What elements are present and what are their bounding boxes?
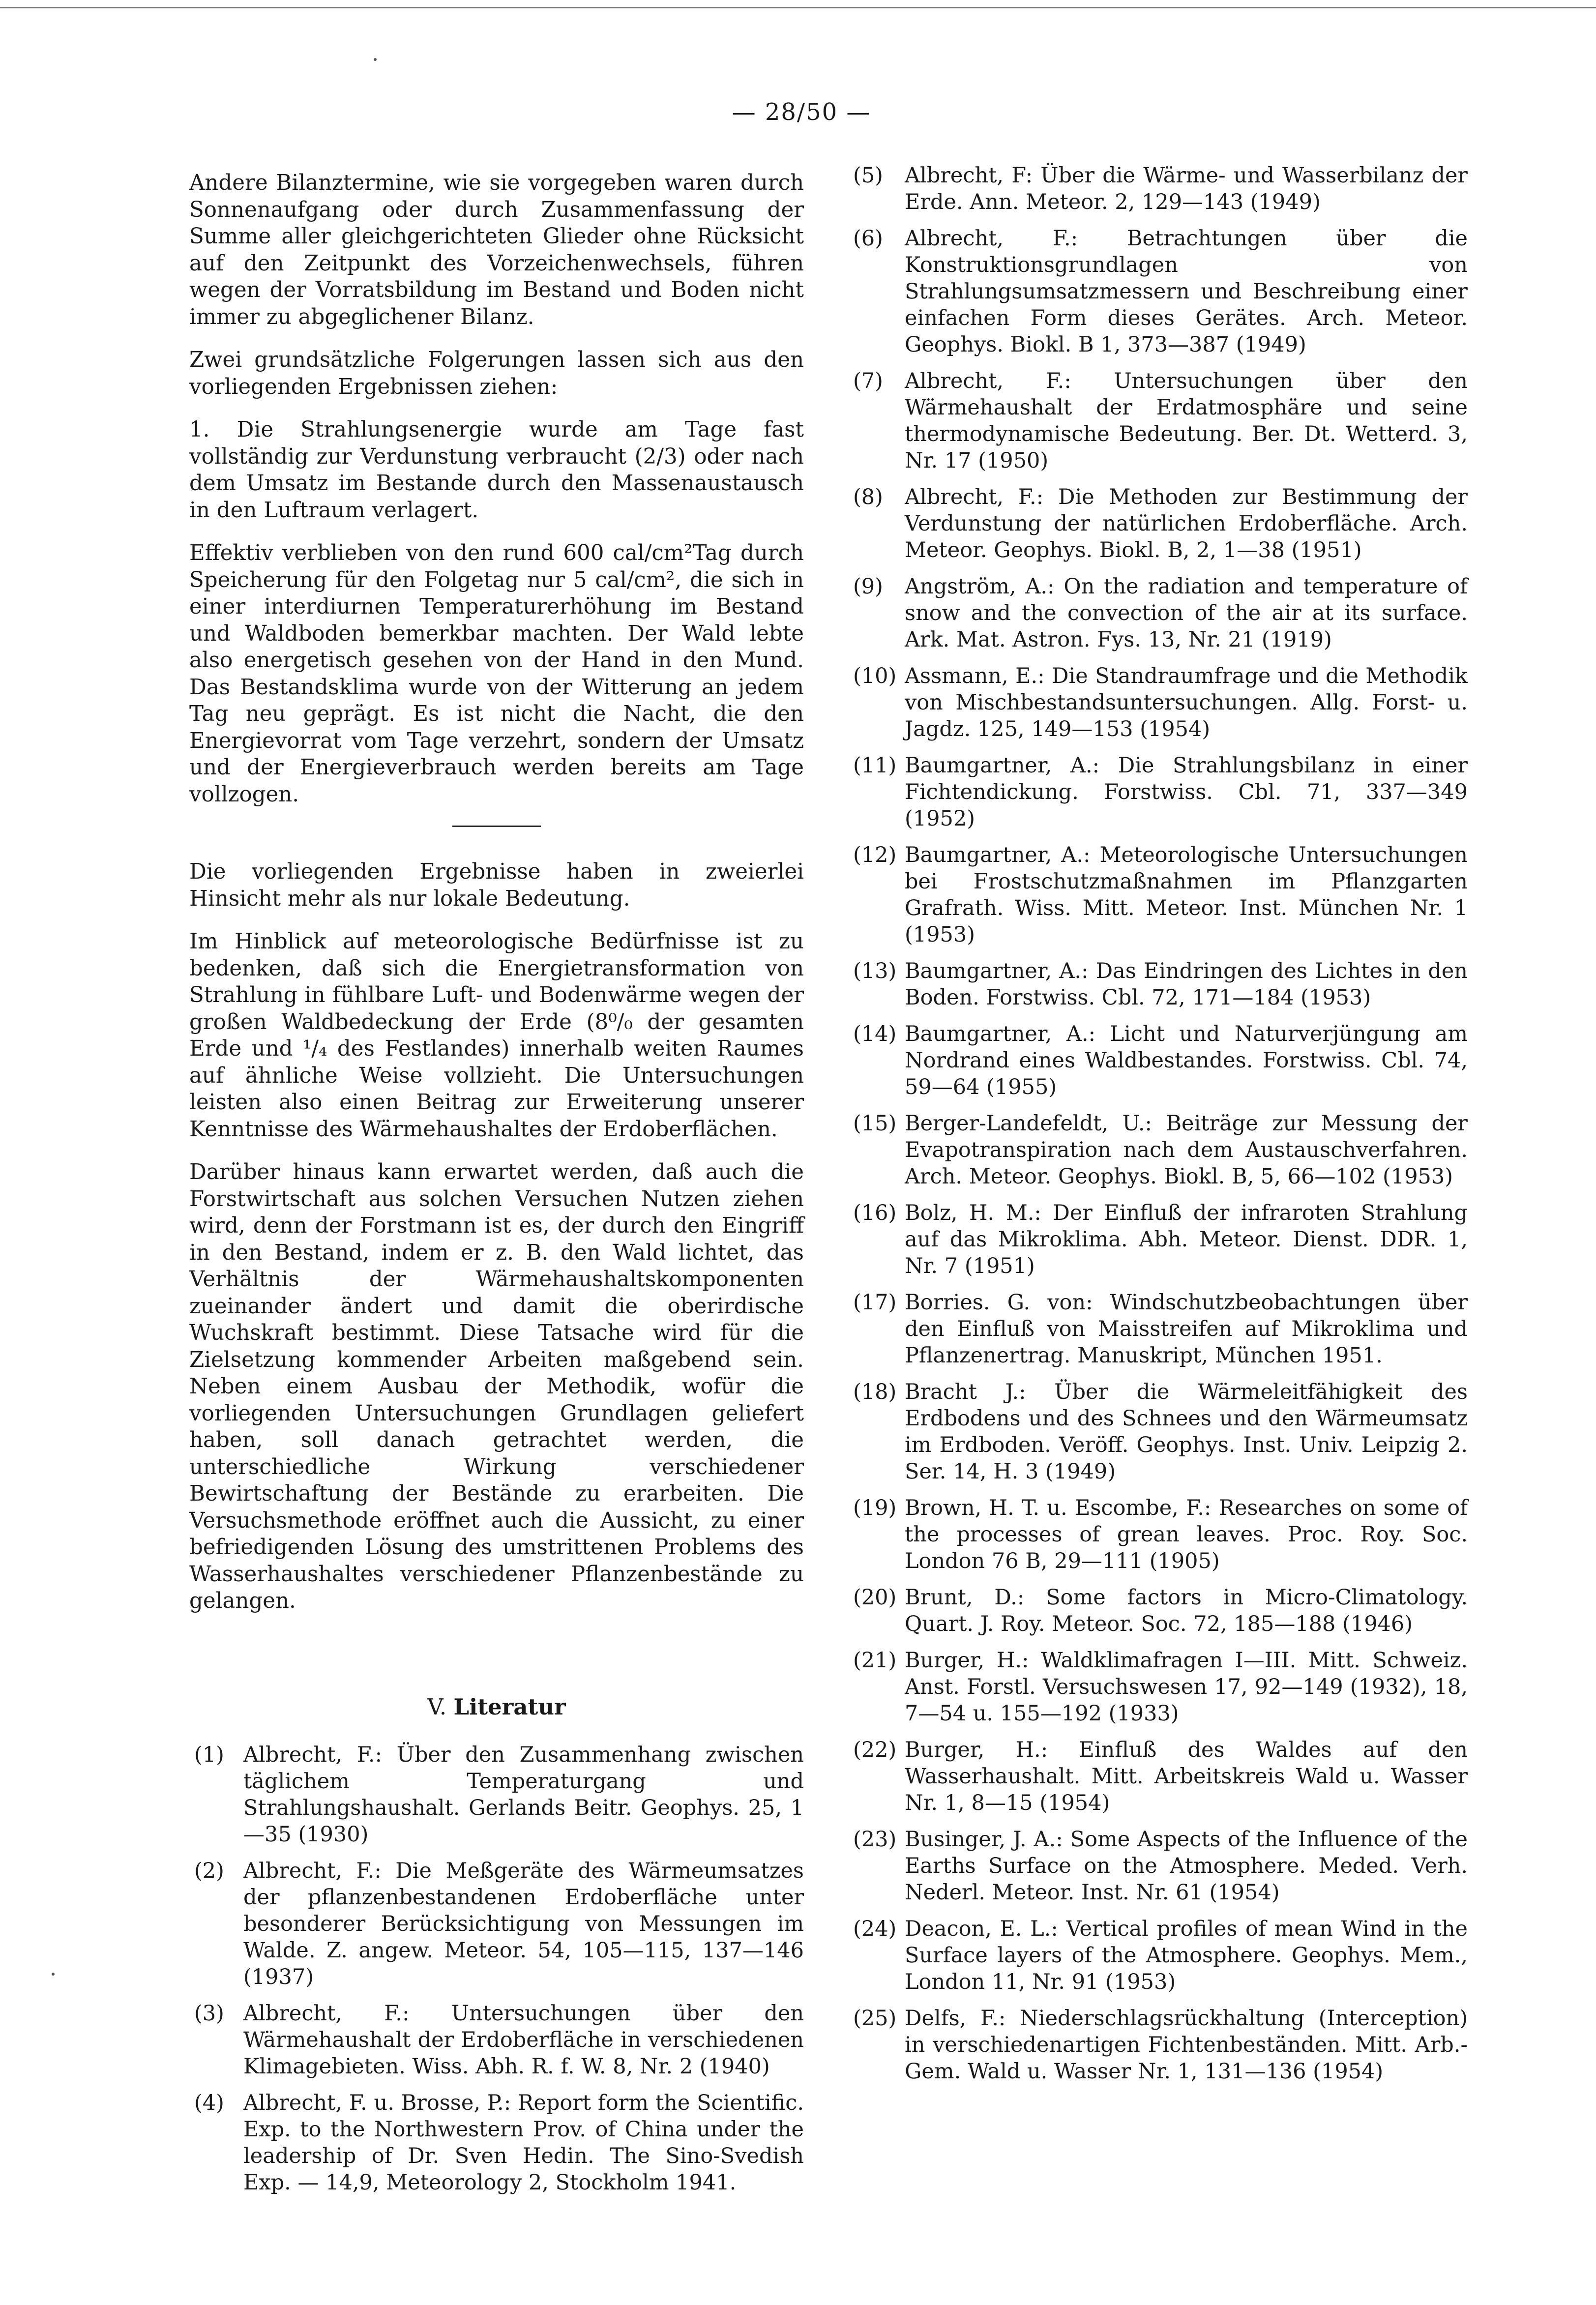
section-number: V. (427, 1693, 447, 1720)
reference-text: Albrecht, F. u. Brosse, P.: Report form the Scientific. Exp. to the Northwestern Prov. of China under the leadership of Dr. Sven Hedin. The Sino-Svedish Exp. — 14,9, Meteorology 2, Stockholm 1941. (243, 2090, 804, 2195)
reference-number: (20) (853, 1585, 897, 1610)
reference-entry (853, 1379, 1468, 1485)
reference-text: Albrecht, F.: Untersuchungen über den Wärmehaushalt der Erdatmosphäre und seine thermodynamische Bedeutung. Ber. Dt. Wetterd. 3, Nr. 17 (1950) (905, 369, 1468, 473)
paragraph-effektiv: Effektiv verblieben von den rund 600 cal/cm²Tag durch Speicherung für den Folgetag nur 5 cal/cm², die sich in einer interdiurnen Temperaturerhöhung im Bestand und Waldboden bemerkbar machten. Der Wald lebte also energetisch gesehen von der Hand in den Mund. Das Bestandsklima wurde von der Witterung an jedem Tag neu geprägt. Es ist nicht die Nacht, die den Energievorrat vom Tage verzehrt, sondern der Umsatz und der Energieverbrauch werden bereits am Tage vollzogen. (189, 541, 804, 807)
reference-number: (13) (853, 959, 897, 983)
reference-text: Assmann, E.: Die Standraumfrage und die Methodik von Mischbestandsuntersuchungen. Allg. Forst- u. Jagdz. 125, 149—153 (1954) (905, 664, 1468, 741)
reference-text: Albrecht, F.: Betrachtungen über die Konstruktionsgrundlagen von Strahlungsumsatzmessern und Beschreibung einer einfachen Form dieses Gerätes. Arch. Meteor. Geophys. Biokl. B 1, 373—387 (1949) (905, 226, 1468, 357)
reference-entry (853, 484, 1468, 563)
reference-text: Albrecht, F.: Die Meßgeräte des Wärmeumsatzes der pflanzenbestandenen Erdoberfläche unter besonderer Berücksichtigung von Messungen im Walde. Z. angew. Meteor. 54, 105—115, 137—146 (1937) (243, 1858, 804, 1989)
reference-text: Baumgartner, A.: Licht und Naturverjüngung am Nordrand eines Waldbestandes. Forstwiss. Cbl. 74, 59—64 (1955) (905, 1022, 1468, 1099)
reference-number: (6) (853, 226, 883, 251)
scan-speck (52, 1973, 55, 1976)
reference-number: (22) (853, 1738, 897, 1762)
reference-number: (12) (853, 843, 897, 867)
reference-entry (853, 1200, 1468, 1279)
right-column (853, 162, 1468, 2095)
section-title: Literatur (453, 1693, 566, 1720)
reference-entry (853, 368, 1468, 474)
reference-number: (19) (853, 1496, 897, 1520)
reference-entry (853, 1916, 1468, 1995)
reference-text: Baumgartner, A.: Das Eindringen des Lichtes in den Boden. Forstwiss. Cbl. 72, 171—184 (1953) (905, 959, 1468, 1010)
paragraph-strahlungsenergie: 1. Die Strahlungsenergie wurde am Tage fast vollständig zur Verdunstung verbraucht (2/3) oder nach dem Umsatz im Bestande durch den Massenaustausch in den Luftraum verlagert. (189, 417, 804, 523)
top-scan-rule (0, 7, 1596, 8)
reference-text: Albrecht, F: Über die Wärme- und Wasserbilanz der Erde. Ann. Meteor. 2, 129—143 (1949) (905, 163, 1468, 214)
reference-text: Albrecht, F.: Untersuchungen über den Wärmehaushalt der Erdoberfläche in verschiedenen Klimagebieten. Wiss. Abh. R. f. W. 8, Nr. 2 (1940) (243, 2001, 804, 2079)
reference-entry (189, 1742, 804, 1848)
reference-entry (853, 1110, 1468, 1190)
paragraph-bilanztermine: Andere Bilanztermine, wie sie vorgegeben waren durch Sonnenaufgang oder durch Zusammenfassung der Summe aller gleichgerichteten Glieder ohne Rücksicht auf den Zeitpunkt des Vorzeichenwechsels, führen wegen der Vorratsbildung im Bestand und Boden nicht immer zu abgeglichener Bilanz. (189, 171, 804, 329)
reference-entry (853, 1584, 1468, 1637)
section-heading-literatur (189, 1693, 804, 1721)
reference-text: Baumgartner, A.: Meteorologische Untersuchungen bei Frostschutzmaßnahmen im Pflanzgarten Grafrath. Wiss. Mitt. Meteor. Inst. München Nr. 1 (1953) (905, 843, 1468, 947)
reference-entry (853, 1647, 1468, 1727)
paragraph-ergebnisse-bedeutung: Die vorliegenden Ergebnisse haben in zweierlei Hinsicht mehr als nur lokale Bedeutung. (189, 859, 804, 911)
reference-text: Bracht J.: Über die Wärmeleitfähigkeit des Erdbodens und des Schnees und den Wärmeumsatz im Erdboden. Veröff. Geophys. Inst. Univ. Leipzig 2. Ser. 14, H. 3 (1949) (905, 1380, 1468, 1484)
reference-number: (23) (853, 1827, 897, 1852)
reference-entry (853, 1495, 1468, 1574)
reference-number: (16) (853, 1201, 897, 1225)
reference-number: (9) (853, 574, 883, 599)
paragraph-meteorologische-beduerfnisse: Im Hinblick auf meteorologische Bedürfnisse ist zu bedenken, daß sich die Energietransformation von Strahlung in fühlbare Luft- und Bodenwärme wegen der großen Waldbedeckung der Erde (8⁰/₀ der gesamten Erde und ¹/₄ des Festlandes) innerhalb weiten Raumes auf ähnliche Weise vollzieht. Die Untersuchungen leisten also einen Beitrag zur Erweiterung unserer Kenntnisse des Wärmehaushaltes der Erdoberflächen. (189, 929, 804, 1142)
reference-number: (7) (853, 369, 883, 393)
reference-number: (2) (194, 1858, 224, 1883)
reference-entry (189, 2000, 804, 2080)
reference-entry (853, 1826, 1468, 1906)
reference-text: Albrecht, F.: Über den Zusammenhang zwischen täglichem Temperaturgang und Strahlungshaushalt. Gerlands Beitr. Geophys. 25, 1—35 (1930) (243, 1742, 804, 1847)
paragraph-folgerungen: Zwei grundsätzliche Folgerungen lassen sich aus den vorliegenden Ergebnissen ziehen: (189, 348, 804, 399)
reference-entry (853, 162, 1468, 215)
reference-entry (853, 752, 1468, 832)
reference-entry (853, 1737, 1468, 1816)
reference-entry (853, 225, 1468, 358)
reference-number: (1) (194, 1742, 224, 1767)
reference-number: (17) (853, 1290, 897, 1315)
paragraph-forstwirtschaft: Darüber hinaus kann erwartet werden, daß auch die Forstwirtschaft aus solchen Versuchen Nutzen ziehen wird, denn der Forstmann ist es, der durch den Eingriff in den Bestand, indem er z. B. den Wald lichtet, das Verhältnis der Wärmehaushaltskomponenten zueinander ändert und damit die oberirdische Wuchskraft bestimmt. Diese Tatsache wird für die Zielsetzung kommender Arbeiten maßgebend sein. Neben einem Ausbau der Methodik, wofür die vorliegenden Untersuchungen Grundlagen geliefert haben, soll danach getrachtet werden, die unterschiedliche Wirkung verschiedener Bewirtschaftung der Bestände zu erarbeiten. Die Versuchsmethode eröffnet auch die Aussicht, zu einer befriedigenden Lösung des umstrittenen Problems des Wasserhaushaltes verschiedener Pflanzenbestände zu gelangen. (189, 1160, 804, 1613)
reference-text: Delfs, F.: Niederschlagsrückhaltung (Interception) in verschiedenartigen Fichtenbeständen. Mitt. Arb.-Gem. Wald u. Wasser Nr. 1, 131—136 (1954) (905, 2006, 1468, 2084)
left-column (189, 170, 804, 2206)
page-number: — 28/50 — (732, 98, 871, 126)
reference-entry (853, 1289, 1468, 1369)
reference-entry (853, 1021, 1468, 1100)
reference-text: Berger-Landefeldt, U.: Beiträge zur Messung der Evapotranspiration nach dem Austauschverfahren. Arch. Meteor. Geophys. Biokl. B, 5, 66—102 (1953) (905, 1111, 1468, 1189)
reference-entry (853, 842, 1468, 948)
reference-number: (11) (853, 753, 897, 778)
reference-text: Brunt, D.: Some factors in Micro-Climatology. Quart. J. Roy. Meteor. Soc. 72, 185—188 (1946) (905, 1585, 1468, 1636)
reference-entry (853, 958, 1468, 1011)
reference-text: Angström, A.: On the radiation and temperature of snow and the convection of the air at its surface. Ark. Mat. Astron. Fys. 13, Nr. 21 (1919) (905, 574, 1468, 652)
reference-entry (853, 663, 1468, 742)
reference-number: (5) (853, 163, 883, 188)
reference-text: Burger, H.: Einfluß des Waldes auf den Wasserhaushalt. Mitt. Arbeitskreis Wald u. Wasser Nr. 1, 8—15 (1954) (905, 1738, 1468, 1815)
scan-speck (374, 58, 377, 61)
reference-number: (18) (853, 1380, 897, 1404)
reference-number: (15) (853, 1111, 897, 1136)
reference-number: (10) (853, 664, 897, 688)
reference-text: Baumgartner, A.: Die Strahlungsbilanz in einer Fichtendickung. Forstwiss. Cbl. 71, 337—349 (1952) (905, 753, 1468, 831)
reference-number: (14) (853, 1022, 897, 1046)
reference-text: Borries. G. von: Windschutzbeobachtungen über den Einfluß von Maisstreifen auf Mikroklima und Pflanzenertrag. Manuskript, München 1951. (905, 1290, 1468, 1368)
reference-text: Bolz, H. M.: Der Einfluß der infraroten Strahlung auf das Mikroklima. Abh. Meteor. Dienst. DDR. 1, Nr. 7 (1951) (905, 1201, 1468, 1278)
reference-text: Burger, H.: Waldklimafragen I—III. Mitt. Schweiz. Anst. Forstl. Versuchswesen 17, 92—149 (1932), 18, 7—54 u. 155—192 (1933) (905, 1648, 1468, 1726)
reference-entry (189, 1858, 804, 1990)
reference-text: Deacon, E. L.: Vertical profiles of mean Wind in the Surface layers of the Atmosphere. Geophys. Mem., London 11, Nr. 91 (1953) (905, 1917, 1468, 1994)
reference-text: Businger, J. A.: Some Aspects of the Influence of the Earths Surface on the Atmosphere. Meded. Verh. Nederl. Meteor. Inst. Nr. 61 (1954) (905, 1827, 1468, 1905)
reference-number: (21) (853, 1648, 897, 1673)
reference-entry (189, 2090, 804, 2196)
reference-number: (3) (194, 2001, 224, 2026)
section-divider (452, 826, 541, 827)
reference-number: (8) (853, 485, 883, 509)
reference-text: Albrecht, F.: Die Methoden zur Bestimmung der Verdunstung der natürlichen Erdoberfläche. Arch. Meteor. Geophys. Biokl. B, 2, 1—38 (1951) (905, 485, 1468, 562)
reference-entry (853, 573, 1468, 653)
reference-number: (25) (853, 2006, 897, 2031)
reference-number: (24) (853, 1917, 897, 1941)
reference-entry (853, 2005, 1468, 2085)
reference-number: (4) (194, 2090, 224, 2115)
reference-text: Brown, H. T. u. Escombe, F.: Researches on some of the processes of grean leaves. Proc. Roy. Soc. London 76 B, 29—111 (1905) (905, 1496, 1468, 1573)
